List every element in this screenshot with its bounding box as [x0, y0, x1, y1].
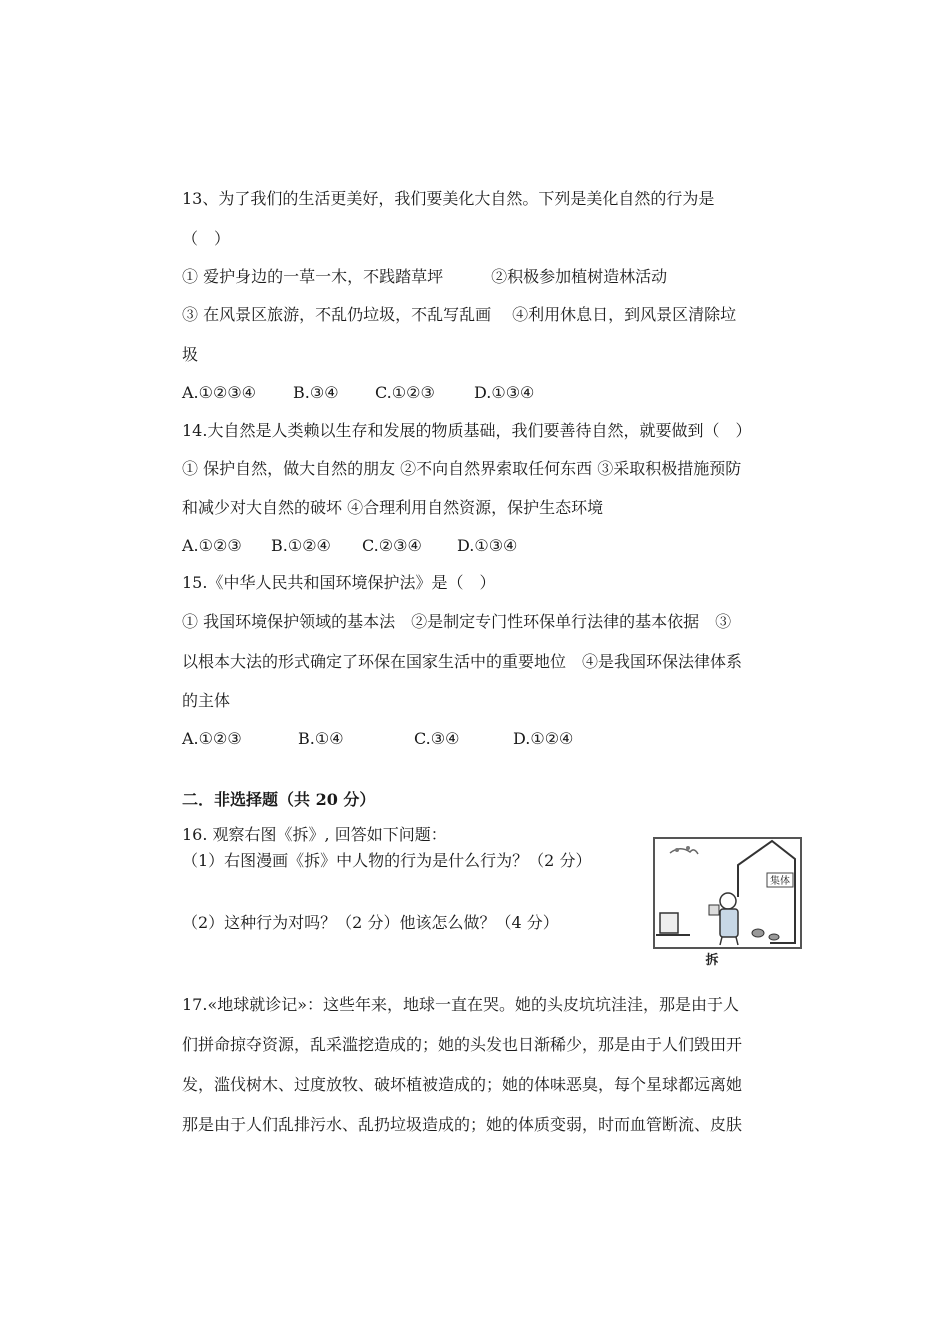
cartoon-drawing	[650, 835, 805, 970]
q13-options-3-4: ③ 在风景区旅游，不乱仍垃圾，不乱写乱画 ④利用休息日，到风景区清除垃	[182, 305, 737, 324]
q17-line-1: 17.«地球就诊记»：这些年来，地球一直在哭。她的头皮坑坑洼洼，那是由于人	[182, 995, 740, 1014]
q16-sub-question-1: （1）右图漫画《拆》中人物的行为是什么行为？（2 分）	[182, 851, 592, 870]
q15-choice-a: A.①②③	[182, 729, 242, 748]
q16-stem: 16. 观察右图《拆》, 回答如下问题：	[182, 825, 447, 844]
q13-choices	[182, 383, 534, 403]
q15-choice-d: D.①②④	[513, 729, 574, 748]
q14-choice-c: C.②③④	[362, 536, 422, 555]
cartoon-sign: 集体	[770, 876, 790, 887]
q13-options-1-2: ① 爱护身边的一草一木，不践踏草坪 ②积极参加植树造林活动	[182, 267, 668, 286]
q13-stem: 13、为了我们的生活更美好，我们要美化大自然。下列是美化自然的行为是	[182, 189, 715, 208]
q13-choice-c: C.①②③	[375, 383, 435, 402]
q14-choices	[182, 536, 517, 556]
cartoon-box	[660, 913, 678, 933]
q15-options-line-1: ① 我国环境保护领域的基本法 ②是制定专门性环保单行法律的基本依据 ③	[182, 612, 732, 631]
q15-choice-c: C.③④	[414, 729, 460, 748]
q15-options-line-2: 以根本大法的形式确定了环保在国家生活中的重要地位 ④是我国环保法律体系	[182, 652, 743, 671]
q14-options-line-1: ① 保护自然，做大自然的朋友 ②不向自然界索取任何东西 ③采取积极措施预防	[182, 459, 742, 478]
q17-line-3: 发，滥伐树木、过度放牧、破坏植被造成的；她的体味恶臭，每个星球都远离她	[182, 1075, 743, 1094]
q17-line-4: 那是由于人们乱排污水、乱扔垃圾造成的；她的体质变弱，时而血管断流、皮肤	[182, 1115, 743, 1134]
cartoon-demolish-image	[650, 835, 805, 970]
q13-choice-d: D.①③④	[474, 383, 535, 402]
q14-choice-a: A.①②③	[182, 536, 242, 555]
section-2-heading: 二．非选择题（共 20 分）	[182, 790, 376, 809]
q13-choice-b: B.③④	[293, 383, 339, 402]
q15-stem: 15.《中华人民共和国环境保护法》是（ ）	[182, 573, 496, 592]
cartoon-brick	[769, 934, 779, 940]
q13-choice-a: A.①②③④	[182, 383, 257, 402]
cartoon-person-body	[720, 909, 738, 937]
q14-stem: 14.大自然是人类赖以生存和发展的物质基础，我们要善待自然，就要做到（ ）	[182, 421, 752, 440]
q15-choices	[182, 729, 573, 749]
cartoon-brick	[752, 929, 764, 937]
cartoon-person-head	[720, 893, 736, 909]
cartoon-caption: 拆	[705, 953, 719, 968]
q15-choice-b: B.①④	[298, 729, 344, 748]
q14-options-line-2: 和减少对大自然的破坏 ④合理利用自然资源，保护生态环境	[182, 498, 604, 517]
q15-options-line-3: 的主体	[182, 691, 231, 710]
q14-choice-d: D.①③④	[457, 536, 518, 555]
q13-answer-paren: （ ）	[182, 229, 231, 248]
q16-sub-question-2: （2）这种行为对吗？（2 分）他该怎么做？（4 分）	[182, 913, 559, 932]
q13-options-continued: 圾	[182, 345, 199, 364]
q14-choice-b: B.①②④	[271, 536, 331, 555]
q17-line-2: 们拼命掠夺资源，乱采滥挖造成的；她的头发也日渐稀少，那是由于人们毁田开	[182, 1035, 743, 1054]
